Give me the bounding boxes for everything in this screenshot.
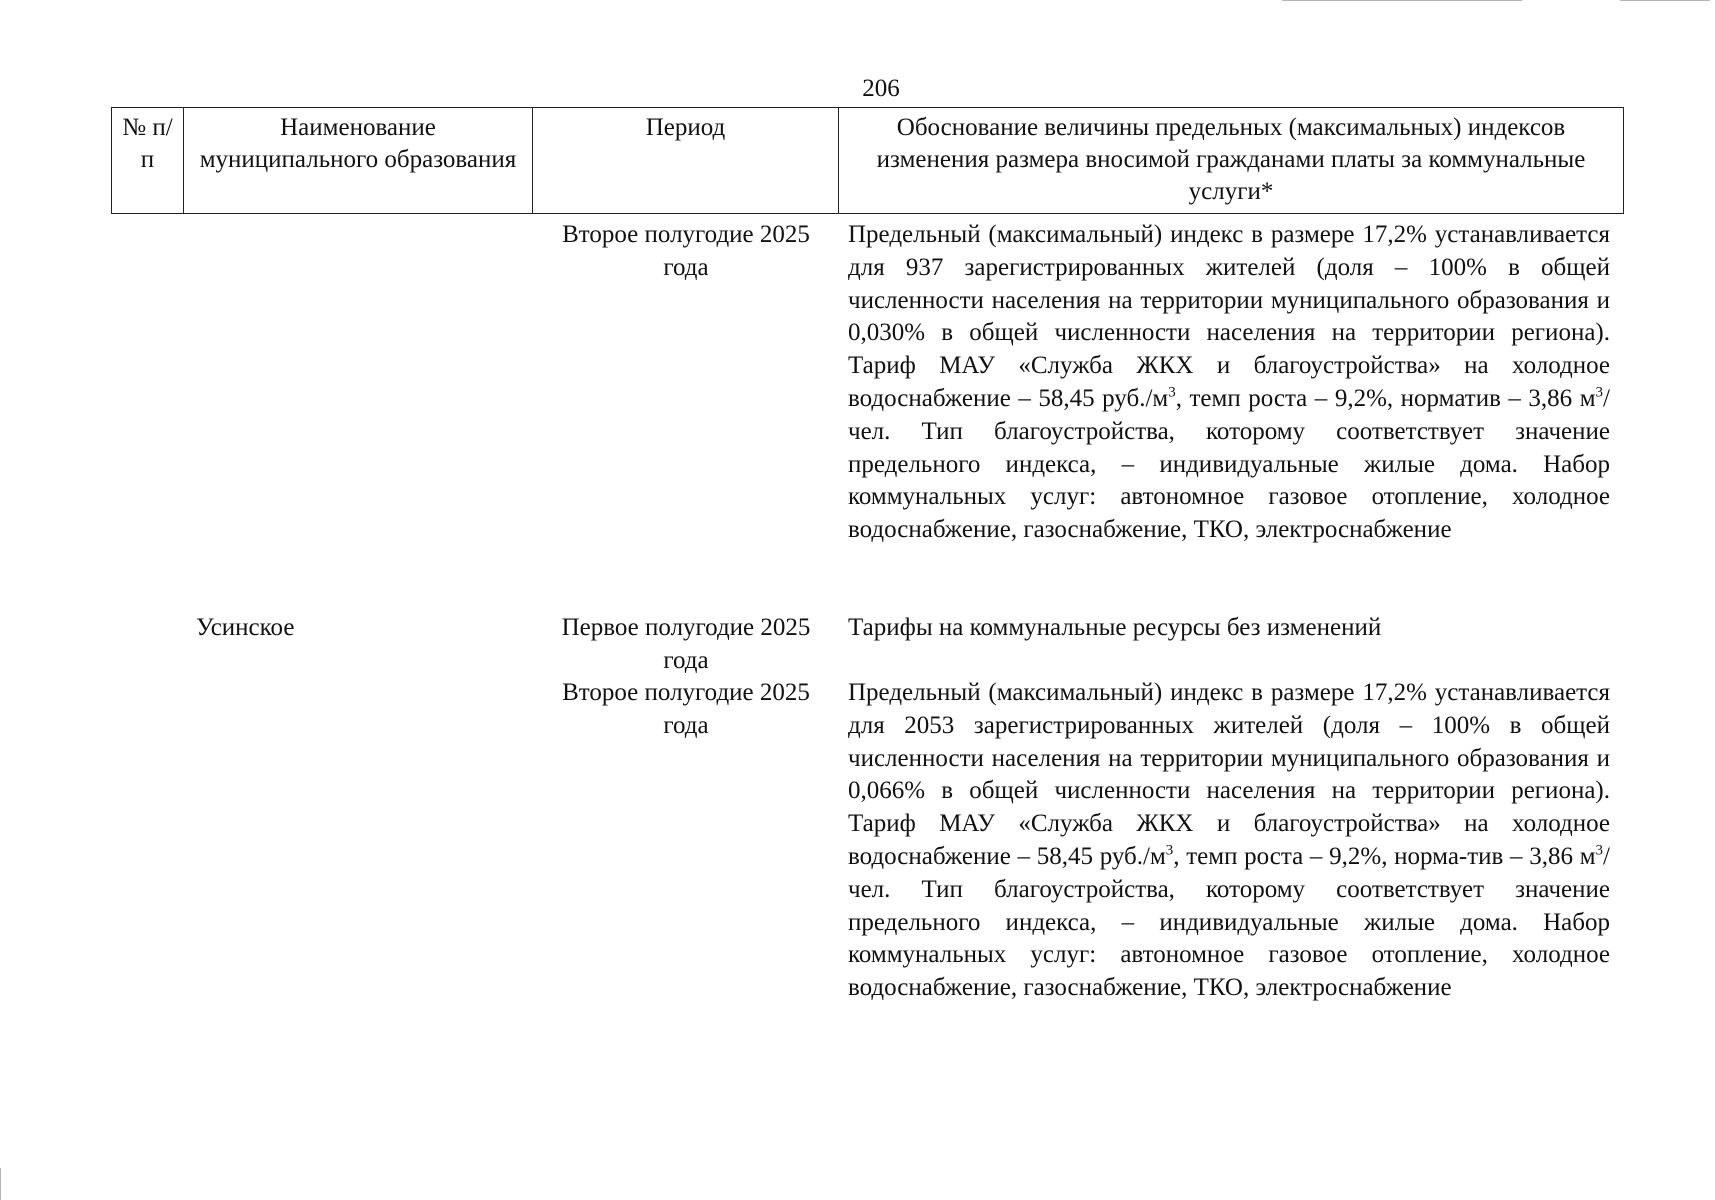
row-1-justification: Предельный (максимальный) индекс в размере 17,2% устанавливается для 937 зарегистрированных жителей (доля – 100% в общей численности населения на территории муниципального образования и 0,030% в общей численности населения на территории региона). Тариф МАУ «Служба ЖКХ и благоустройства» на холодное водоснабжение – 58,45 $руб./м^3$, темп роста – 9,2%, норматив – 3,86 $м^3$/чел. Тип благоустройства, которому соответствует значение предельного индекса, – индивидуальные жилые дома. Набор коммунальных услуг: автономное газовое отопление, холодное водоснабжение, газоснабжение, ТКО, электроснабжение xyxy=(848,221,1610,544)
scan-artifact-line xyxy=(1620,0,1710,1)
row-2-justification: Тарифы на коммунальные ресурсы без изменений xyxy=(848,614,1382,641)
page-number: 206 xyxy=(862,75,900,102)
row-3-justification: Предельный (максимальный) индекс в размере 17,2% устанавливается для 2053 зарегистрированных жителей (доля – 100% в общей численности населения на территории муниципального образования и 0,066% в общей численности населения на территории региона). Тариф МАУ «Служба ЖКХ и благоустройства» на холодное водоснабжение – 58,45 $руб./м^3$, темп роста – 9,2%, норма-тив – 3,86 $м^3$/чел. Тип благоустройства, которому соответствует значение предельного индекса, – индивидуальные жилые дома. Набор коммунальных услуг: автономное газовое отопление, холодное водоснабжение, газоснабжение, ТКО, электроснабжение xyxy=(848,679,1610,1002)
row-3-period: Второе полугодие 2025 года xyxy=(562,679,810,739)
row-2-period: Первое полугодие 2025 года xyxy=(561,614,811,674)
header-municipality-column: Наименование муниципального образования xyxy=(184,108,533,214)
header-period-column: Период xyxy=(533,108,839,214)
table-header xyxy=(111,107,1624,214)
scan-artifact-line xyxy=(1282,0,1522,1)
row-2-municipality: Усинское xyxy=(196,614,295,641)
header-justification-column: Обоснование величины предельных (максимальных) индексов изменения размера вносимой гражданами платы за коммунальные услуги* xyxy=(839,108,1624,214)
header-number-column: № п/п xyxy=(112,108,184,214)
row-1-period: Второе полугодие 2025 года xyxy=(562,221,810,281)
scan-artifact-line xyxy=(0,1168,1,1200)
